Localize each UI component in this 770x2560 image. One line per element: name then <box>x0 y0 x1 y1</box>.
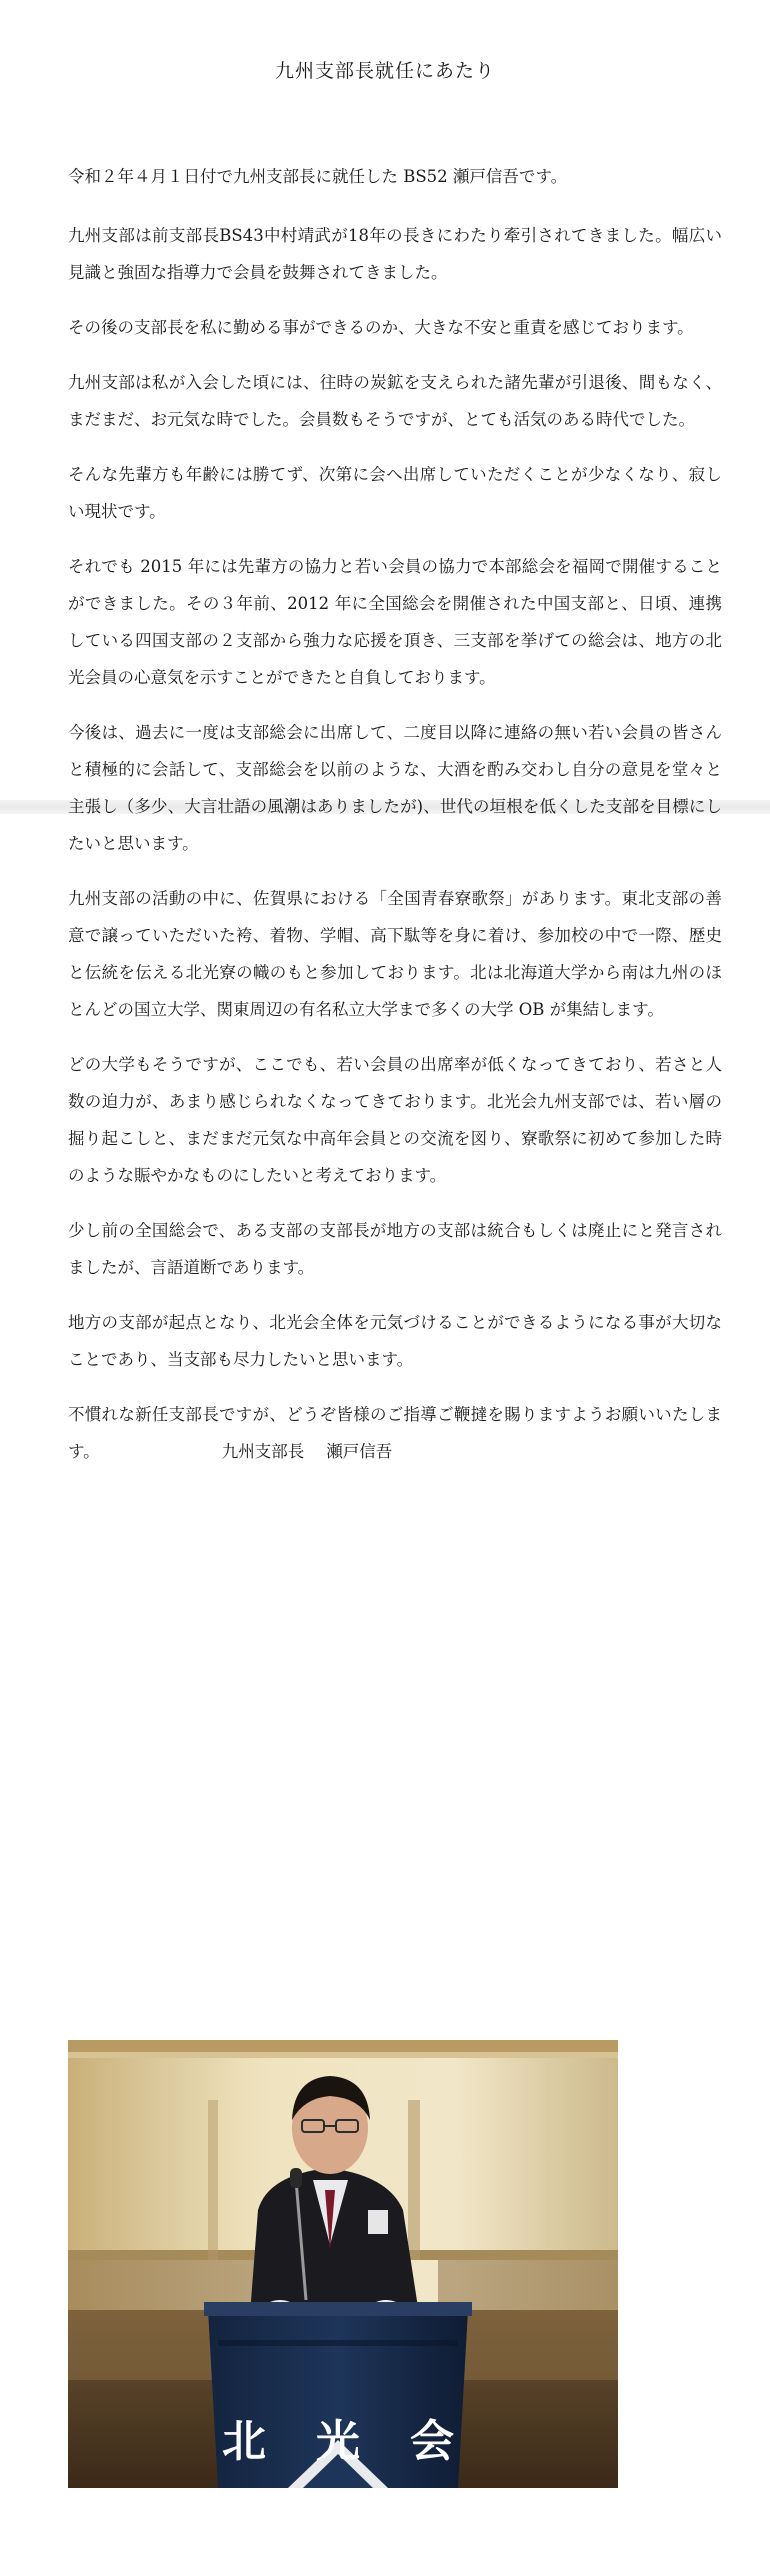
paragraph: 少し前の全国総会で、ある支部の支部長が地方の支部は統合もしくは廃止にと発言されましたが、言語道断であります。 <box>68 1221 722 1277</box>
paragraph: そんな先輩方も年齢には勝てず、次第に会へ出席していただくことが少なくなり、寂しい現状です。 <box>68 465 722 521</box>
paragraph: その後の支部長を私に勤める事ができるのか、大きな不安と重責を感じております。 <box>68 318 694 337</box>
paragraph: 九州支部は前支部長BS43中村靖武が18年の長きにわたり牽引されてきました。幅広い見識と強固な指導力で会員を鼓舞されてきました。 <box>68 226 722 282</box>
paragraph: 今後は、過去に一度は支部総会に出席して、二度目以降に連絡の無い若い会員の皆さんと積極的に会話して、支部総会を以前のような、大酒を酌み交わし自分の意見を堂々と主張し（多少、大言壮語の風潮はありましたが)、世代の垣根を低くした支部を目標にしたいと思います。 <box>68 723 722 853</box>
podium-char: 光 <box>316 2416 360 2467</box>
article-body <box>68 158 722 1488</box>
paragraph: 九州支部の活動の中に、佐賀県における「全国青春寮歌祭」があります。東北支部の善意で譲っていただいた袴、着物、学帽、高下駄等を身に着け、参加校の中で一際、歴史と伝統を伝える北光寮の幟のもと参加しております。北は北海道大学から南は九州のほとんどの国立大学、関東周辺の有名私立大学まで多くの大学 OB が集結します。 <box>68 889 722 1019</box>
page-title: 九州支部長就任にあたり <box>274 60 495 82</box>
signature-name: 瀬戸信吾 <box>326 1442 393 1461</box>
signature-role: 九州支部長 <box>221 1442 305 1461</box>
podium-char: 会 <box>410 2416 454 2467</box>
paragraph: 九州支部は私が入会した頃には、往時の炭鉱を支えられた諸先輩が引退後、間もなく、まだまだ、お元気な時でした。会員数もそうですが、とても活気のある時代でした。 <box>68 373 722 429</box>
closing-text: 不慣れな新任支部長ですが、どうぞ皆様のご指導ご鞭撻を賜りますようお願いいたします。 <box>68 1405 722 1461</box>
paragraph: それでも 2015 年には先輩方の協力と若い会員の協力で本部総会を福岡で開催することができました。その３年前、2012 年に全国総会を開催された中国支部と、日頃、連携している四国支部の２支部から強力な応援を頂き、三支部を挙げての総会は、地方の北光会員の心意気を示すことができたと自負しております。 <box>68 557 722 687</box>
speaker-photo <box>68 2040 618 2488</box>
paragraph: 令和２年４月１日付で九州支部長に就任した BS52 瀬戸信吾です。 <box>68 167 568 186</box>
paragraph: 地方の支部が起点となり、北光会全体を元気づけることができるようになる事が大切なことであり、当支部も尽力したいと思います。 <box>68 1313 722 1369</box>
closing-paragraph <box>68 1396 722 1470</box>
podium-char: 北 <box>222 2416 266 2467</box>
paragraph: どの大学もそうですが、ここでも、若い会員の出席率が低くなってきており、若さと人数の迫力が、あまり感じられなくなってきております。北光会九州支部では、若い層の掘り起こしと、まだまだ元気な中高年会員との交流を図り、寮歌祭に初めて参加した時のような賑やかなものにしたいと考えております。 <box>68 1055 722 1185</box>
